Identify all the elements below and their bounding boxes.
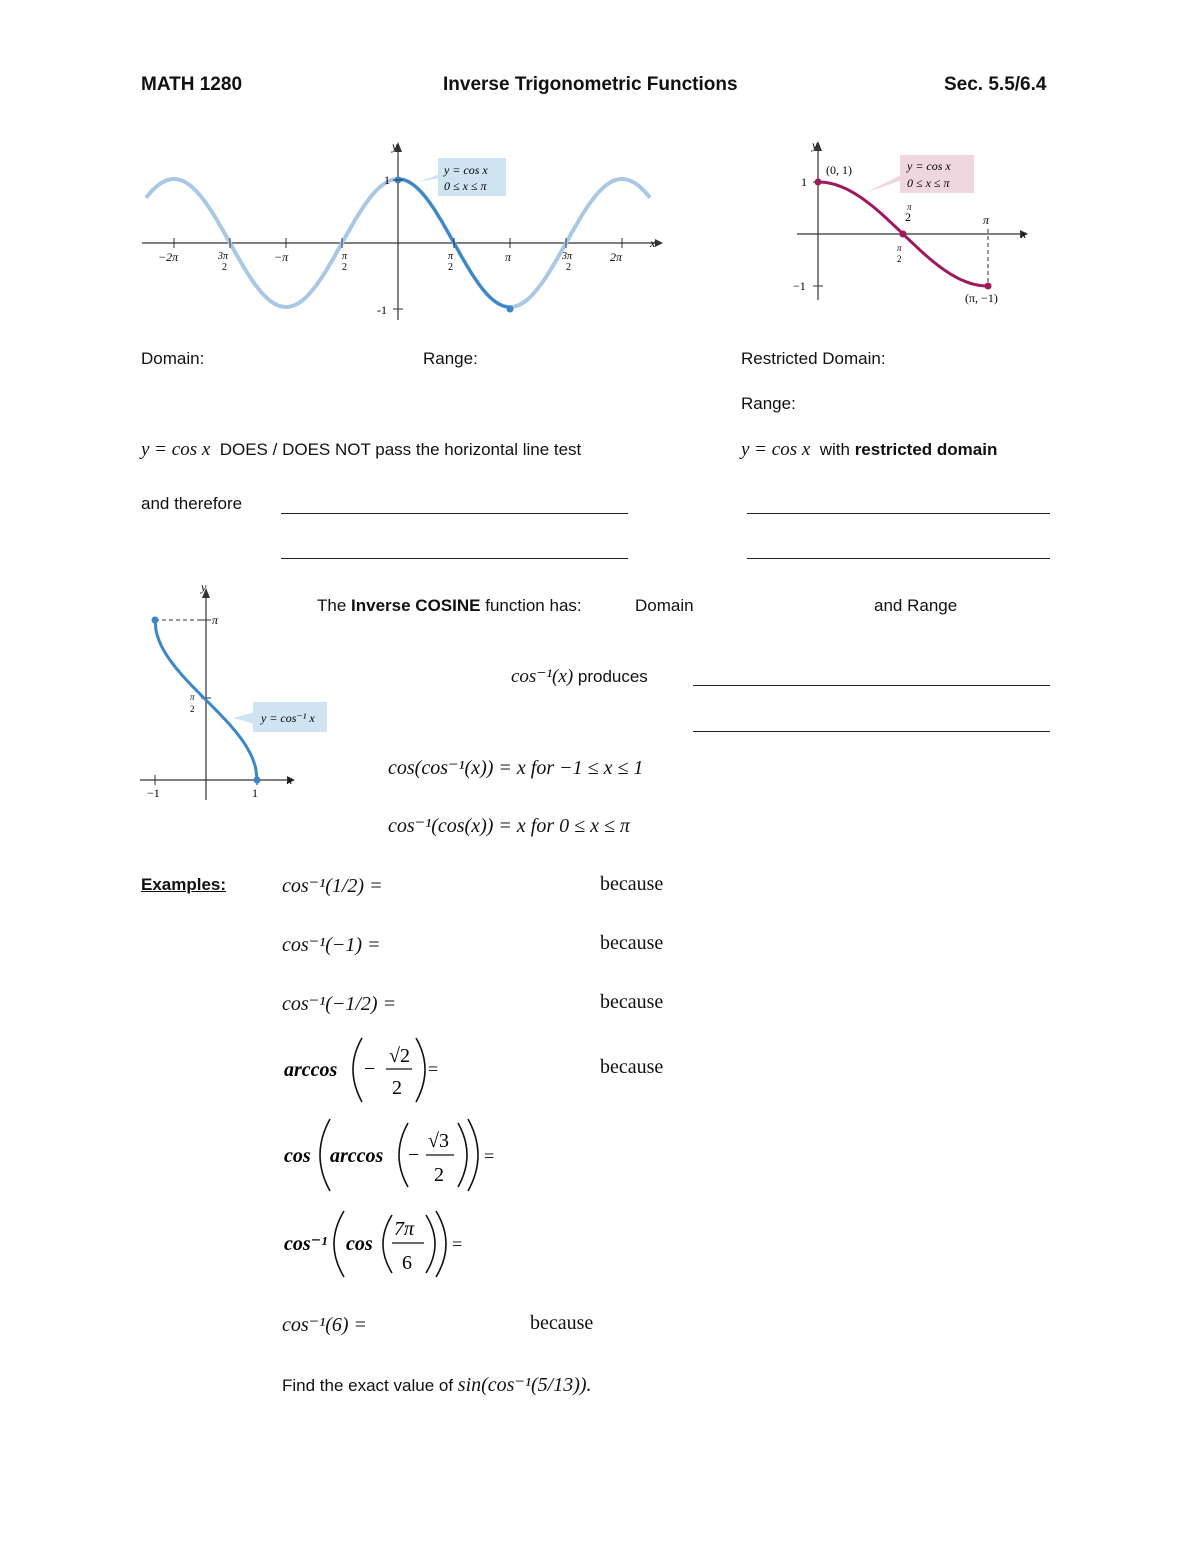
because-label: because [600,1056,664,1078]
svg-text:x: x [1021,227,1027,241]
svg-text:0 ≤ x ≤ π: 0 ≤ x ≤ π [907,176,950,190]
svg-text:(0, 1): (0, 1) [826,163,852,177]
svg-text:√2: √2 [389,1045,410,1067]
svg-text:(π, −1): (π, −1) [965,291,998,305]
svg-text:1: 1 [384,173,390,187]
because-label: because [530,1312,594,1334]
svg-text:y: y [812,138,818,152]
example-7: cos⁻¹(6) = [282,1314,368,1336]
svg-text:x: x [650,236,656,250]
svg-text:6: 6 [402,1252,412,1274]
svg-text:−: − [364,1058,376,1080]
svg-text:arccos: arccos [284,1059,338,1081]
section-number: Sec. 5.5/6.4 [944,74,1047,95]
example-4 [282,1032,452,1107]
svg-text:−1: −1 [793,279,806,293]
examples-heading: Examples: [141,875,227,894]
svg-text:−2π: −2π [158,250,179,264]
domain-label: Domain: [141,349,205,368]
svg-text:3π: 3π [218,251,229,262]
svg-text:2: 2 [448,262,453,273]
restricted-range-label: Range: [741,394,796,413]
svg-text:2: 2 [392,1077,402,1099]
svg-text:2: 2 [897,254,902,264]
svg-text:7π: 7π [394,1218,415,1240]
svg-text:cos⁻¹: cos⁻¹ [284,1233,328,1255]
restricted-statement: y = cos x with restricted domain [741,439,998,460]
restricted-cosine-graph [785,135,1035,315]
inverse-domain-label: Domain [635,596,694,615]
svg-text:π: π [212,613,219,627]
svg-text:x: x [287,773,293,787]
svg-text:1: 1 [801,175,807,189]
svg-text:2: 2 [342,262,347,273]
svg-text:−1: −1 [147,786,160,800]
svg-text:2: 2 [566,262,571,273]
svg-text:cos: cos [284,1145,311,1167]
because-label: because [600,991,664,1013]
inverse-cosine-statement: The Inverse COSINE function has: [317,596,582,615]
range-label: Range: [423,349,478,368]
svg-text:π: π [983,213,990,227]
svg-text:3π: 3π [562,251,573,262]
svg-text:y: y [201,580,207,594]
svg-text:y = cos x: y = cos x [444,163,488,177]
produces-statement: cos⁻¹(x) produces [511,666,648,687]
svg-text:2: 2 [190,704,195,714]
answer-line [281,558,628,559]
svg-text:2π: 2π [610,250,623,264]
restricted-domain-label: Restricted Domain: [741,349,886,368]
example-5 [282,1115,512,1195]
arccos-graph [135,578,335,803]
svg-text:π: π [190,692,195,702]
identity-2: cos⁻¹(cos(x)) = x for 0 ≤ x ≤ π [388,815,630,837]
svg-text:y: y [392,139,398,153]
identity-1: cos(cos⁻¹(x)) = x for −1 ≤ x ≤ 1 [388,757,644,779]
svg-text:π: π [897,243,902,253]
answer-line [693,685,1050,686]
horizontal-line-test: y = cos x DOES / DOES NOT pass the horizontal line test [141,439,582,460]
svg-text:1: 1 [252,786,258,800]
svg-text:−π: −π [274,250,289,264]
example-1: cos⁻¹(1/2) = [282,875,383,897]
svg-text:π: π [907,202,912,212]
svg-text:2: 2 [222,262,227,273]
svg-text:√3: √3 [428,1130,449,1152]
svg-text:π: π [448,251,454,262]
final-question: Find the exact value of sin(cos⁻¹(5/13)). [282,1374,592,1396]
because-label: because [600,873,664,895]
answer-line [281,513,628,514]
svg-text:=: = [484,1146,495,1166]
svg-text:-1: -1 [377,303,387,317]
example-2: cos⁻¹(−1) = [282,934,381,956]
example-6 [282,1207,482,1282]
because-label: because [600,932,664,954]
svg-text:2: 2 [434,1164,444,1186]
svg-text:=: = [452,1234,463,1254]
svg-text:y = cos x: y = cos x [907,159,951,173]
svg-text:π: π [505,250,512,264]
answer-line [747,513,1050,514]
answer-line [693,731,1050,732]
example-3: cos⁻¹(−1/2) = [282,993,397,1015]
answer-line [747,558,1050,559]
svg-text:cos: cos [346,1233,373,1255]
svg-text:y = cos⁻¹ x: y = cos⁻¹ x [261,711,315,725]
svg-text:=: = [428,1059,439,1079]
cosine-graph [130,130,670,325]
inverse-range-label: and Range [874,596,958,615]
svg-text:−: − [408,1144,420,1166]
svg-text:0 ≤ x ≤ π: 0 ≤ x ≤ π [444,179,487,193]
page-title: Inverse Trigonometric Functions [443,74,738,95]
course-code: MATH 1280 [141,74,243,95]
svg-text:arccos: arccos [330,1145,384,1167]
therefore-label: and therefore [141,494,243,513]
svg-text:2: 2 [905,210,911,224]
svg-text:π: π [342,251,348,262]
